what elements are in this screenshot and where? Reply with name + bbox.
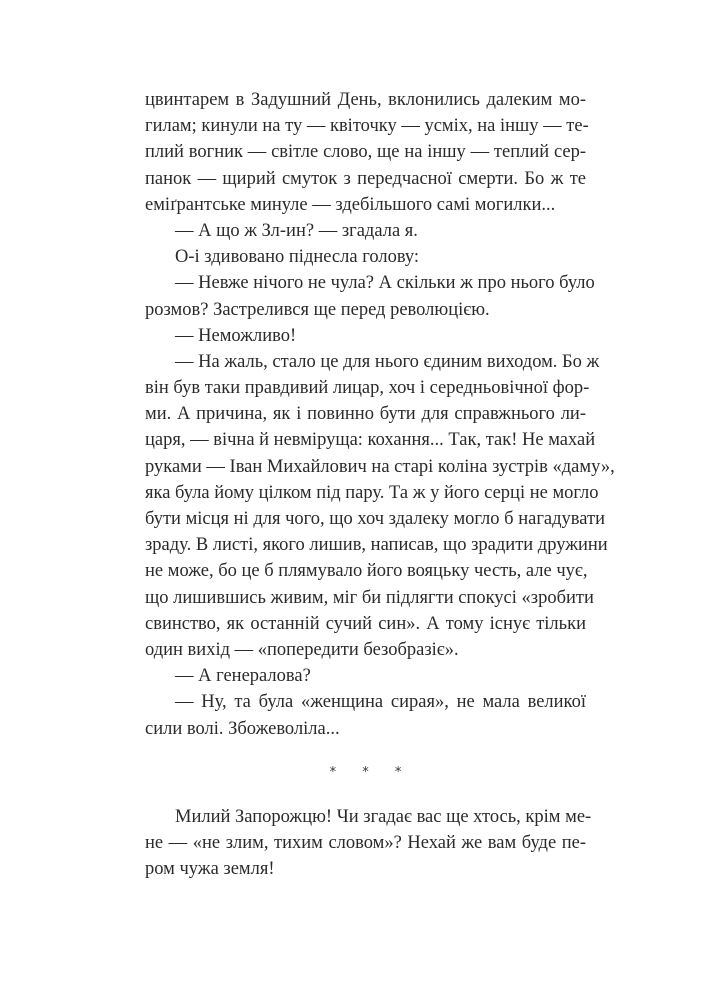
text-line: він був таки правдивий лицар, хоч і середньовічної фор- [145, 378, 590, 399]
text-line: плий вогник — світле слово, ще на іншу — теплий сер- [145, 142, 586, 163]
text-line: руками — Іван Михайлович на старі коліна зустрів «даму», [145, 456, 615, 477]
text-line: ми. А причина, як і повинно бути для справжнього ли- [145, 404, 586, 425]
text-line: царя, — вічна й невміруща: кохання... Так, так! Не махай [145, 430, 596, 451]
text-line: бути місця ні для чого, що хоч здалеку могло б нагадувати [145, 509, 605, 529]
text-line: цвинтарем в Задушний День, вклонились далеким мо- [145, 90, 586, 110]
text-line: еміґрантське минуле — здебільшого самі могилки... [145, 194, 556, 215]
text-line: яка була йому цілком під пару. Та ж у його серці не могло [145, 482, 599, 503]
text-line: зраду. В листі, якого лишив, написав, що зрадити дружини [145, 535, 608, 556]
text-line: не — «не злим, тихим словом»? Нехай же вам буде пе- [145, 832, 586, 853]
text-line: панок — щирий смуток з передчасної смерти. Бо ж те [145, 168, 586, 189]
text-line: не може, бо це б плямувало його вояцьку честь, але чує, [145, 561, 588, 582]
text-line: ром чужа земля! [145, 859, 275, 880]
text-line: сили волі. Збожеволіла... [145, 718, 340, 739]
text-line: один вихід — «попередити безобразіє». [145, 639, 459, 660]
section-separator: * * * [329, 764, 402, 780]
text-line: — А генералова? [175, 666, 311, 687]
text-line: що лишившись живим, міг би підлягти спокусі «зробити [145, 587, 594, 608]
text-line: Милий Запорожцю! Чи згадає вас ще хтось, крім ме- [175, 806, 592, 827]
text-line: розмов? Застрелився ще перед революцією. [145, 299, 490, 320]
text-line: — Неможливо! [175, 325, 297, 346]
text-line: — Ну, та була «женщина сирая», не мала великої [175, 692, 586, 713]
text-line: гилам; кинули на ту — квіточку — усміх, на іншу — те- [145, 116, 589, 137]
book-page [145, 87, 615, 882]
text-line: — Невже нічого не чула? А скільки ж про нього було [175, 273, 595, 294]
text-line: О-і здивовано піднесла голову: [175, 247, 420, 268]
text-line: — На жаль, стало це для нього єдиним виходом. Бо ж [175, 351, 600, 372]
text-line: — А що ж Зл-ин? — згадала я. [175, 220, 418, 241]
text-line: свинство, як останній сучий син». А тому існує тільки [145, 613, 586, 634]
